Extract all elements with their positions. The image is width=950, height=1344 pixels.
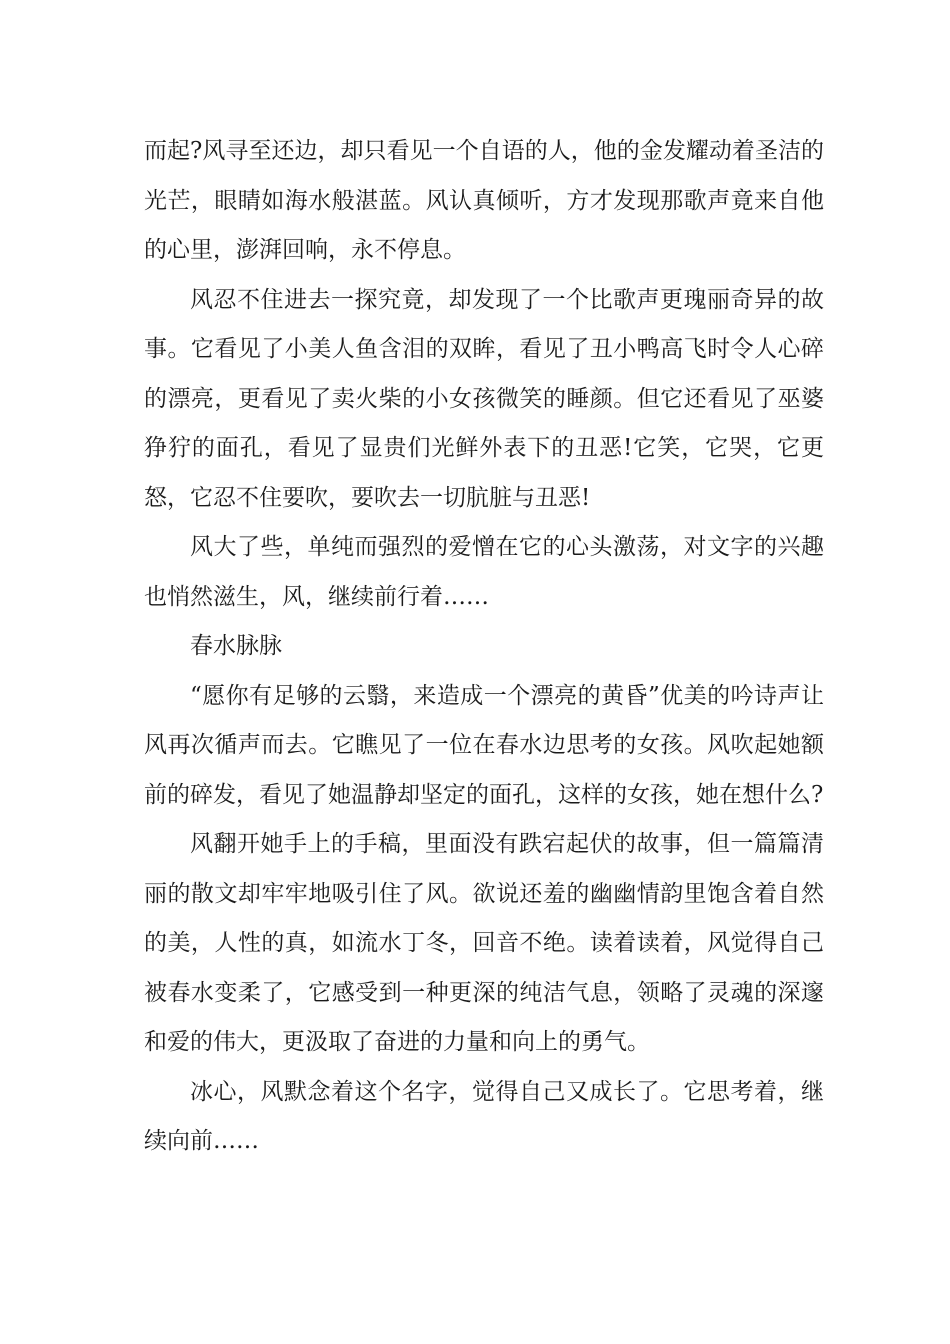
paragraph-2: 风忍不住进去一探究竟，却发现了一个比歌声更瑰丽奇异的故事。它看见了小美人鱼含泪的双眸，看见了丑小鸭高飞时令人心碎的漂亮，更看见了卖火柴的小女孩微笑的睡颜。但它还看见了巫婆狰狞的面孔，看见了显贵们光鲜外表下的丑恶!它笑，它哭，它更怒，它忍不住要吹，要吹去一切肮脏与丑恶! <box>144 286 824 511</box>
paragraph-1: 而起?风寻至还边，却只看见一个自语的人，他的金发耀动着圣洁的光芒，眼睛如海水般湛蓝。风认真倾听，方才发现那歌声竟来自他的心里，澎湃回响，永不停息。 <box>144 138 824 263</box>
paragraph-3: 风大了些，单纯而强烈的爱憎在它的心头激荡，对文字的兴趣也悄然滋生，风，继续前行着…… <box>144 534 824 610</box>
paragraph-4: “愿你有足够的云翳，来造成一个漂亮的黄昏”优美的吟诗声让风再次循声而去。它瞧见了一位在春水边思考的女孩。风吹起她额前的碎发，看见了她温静却坚定的面孔，这样的女孩，她在想什么? <box>144 682 824 808</box>
paragraph-5: 风翻开她手上的手稿，里面没有跌宕起伏的故事，但一篇篇清丽的散文却牢牢地吸引住了风。欲说还羞的幽幽情韵里饱含着自然的美，人性的真，如流水丁冬，回音不绝。读着读着，风觉得自己被春水变柔了，它感受到一种更深的纯洁气息，领略了灵魂的深邃和爱的伟大，更汲取了奋进的力量和向上的勇气。 <box>144 831 824 1055</box>
paragraph-6: 冰心，风默念着这个名字，觉得自己又成长了。它思考着，继续向前…… <box>144 1078 824 1154</box>
section-heading: 春水脉脉 <box>190 633 282 659</box>
document-body <box>144 127 824 1167</box>
